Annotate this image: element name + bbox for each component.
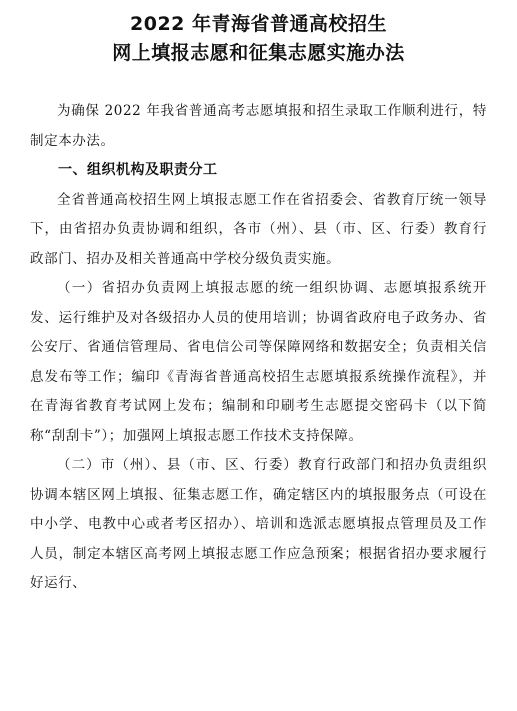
- section1-item1-paragraph: （一）省招办负责网上填报志愿的统一组织协调、志愿填报系统开发、运行维护及对各级招办人员的使用培训；协调省政府电子政务办、省公安厅、省通信管理局、省电信公司等保障网络和数据安全；负责相关信息发布等工作；编印《青海省普通高校招生志愿填报系统操作流程》，并在青海省教育考试网上发布；编制和印刷考生志愿提交密码卡（以下简称“刮刮卡”）；加强网上填报志愿工作技术支持保障。: [30, 280, 487, 444]
- section1-item2-paragraph: （二）市（州）、县（市、区、行委）教育行政部门和招办负责组织协调本辖区网上填报、征集志愿工作，确定辖区内的填报服务点（可设在中小学、电教中心或者考区招办）、培训和选派志愿填报点管理员及工作人员，制定本辖区高考网上填报志愿工作应急预案；根据省招办要求履行好运行、: [30, 457, 487, 591]
- section1-heading: 一、组织机构及职责分工: [58, 162, 218, 178]
- intro-paragraph: 为确保 2022 年我省普通高考志愿填报和招生录取工作顺利进行，特制定本办法。: [30, 103, 487, 149]
- document-title-line1: 2022 年青海省普通高校招生: [130, 13, 387, 35]
- document-title-line2: 网上填报志愿和征集志愿实施办法: [112, 42, 405, 64]
- section1-paragraph: 全省普通高校招生网上填报志愿工作在省招委会、省教育厅统一领导下，由省招办负责协调和组织，各市（州）、县（市、区、行委）教育行政部门、招办及相关普通高中学校分级负责实施。: [30, 191, 487, 267]
